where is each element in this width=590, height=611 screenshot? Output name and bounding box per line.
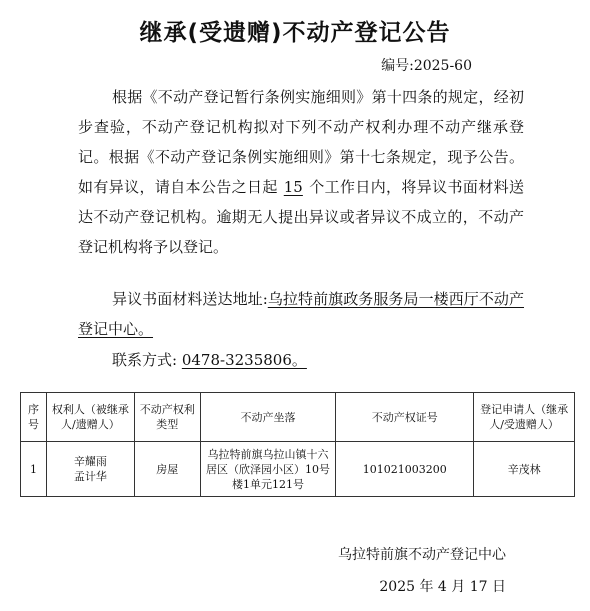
- cell-certificate-no: 101021003200: [336, 442, 474, 497]
- issue-date: 2025 年 4 月 17 日: [379, 579, 506, 595]
- notice-paragraph-main: [78, 82, 524, 262]
- address-value: 乌拉特前旗政务服务局一楼西厅不动产登记中心。: [78, 290, 524, 338]
- registration-table: [20, 392, 575, 497]
- paragraph-text-before-days: 根据《不动产登记暂行条例实施细则》第十四条的规定，经初步查验，不动产登记机构拟对下列不动产权利办理不动产继承登记。根据《不动产登记条例实施细则》第十七条规定，现予公告。如有异议，请自本公告之日起: [78, 88, 524, 196]
- objection-days: 15: [283, 178, 303, 196]
- notice-paragraph-address: [78, 284, 524, 344]
- cell-serial-no: 1: [21, 442, 47, 497]
- address-label: 异议书面材料送达地址:: [112, 290, 268, 308]
- header-right-type: 不动产权利类型: [134, 393, 200, 442]
- paragraph-text-after-days: 个工作日内，将异议书面材料送达不动产登记机构。逾期无人提出异议或者异议不成立的，不动产登记机构将予以登记。: [78, 178, 524, 256]
- contact-label: 联系方式:: [112, 351, 178, 369]
- cell-location: 乌拉特前旗乌拉山镇十六居区（欣泽园小区）10号楼1单元121号: [200, 442, 336, 497]
- header-serial-no: 序号: [21, 393, 47, 442]
- contact-phone: 0478-3235806。: [181, 351, 307, 369]
- cell-applicant: 辛茂林: [474, 442, 575, 497]
- issuer-signature: 乌拉特前旗不动产登记中心: [338, 547, 506, 563]
- cell-right-type: 房屋: [134, 442, 200, 497]
- header-location: 不动产坐落: [200, 393, 336, 442]
- contact-line: [78, 345, 558, 375]
- notice-title: 继承(受遗赠)不动产登记公告: [139, 20, 451, 46]
- cell-right-holder: [46, 442, 134, 497]
- header-right-holder: 权利人（被继承人/遗赠人）: [46, 393, 134, 442]
- holder-name-1: 辛耀雨: [73, 455, 107, 468]
- table-row: [21, 442, 575, 497]
- holder-name-2: 孟计华: [73, 470, 107, 483]
- header-certificate-no: 不动产权证号: [336, 393, 474, 442]
- document-number: 编号:2025-60: [381, 58, 472, 74]
- header-applicant: 登记申请人（继承人/受遗赠人）: [474, 393, 575, 442]
- table-header-row: [21, 393, 575, 442]
